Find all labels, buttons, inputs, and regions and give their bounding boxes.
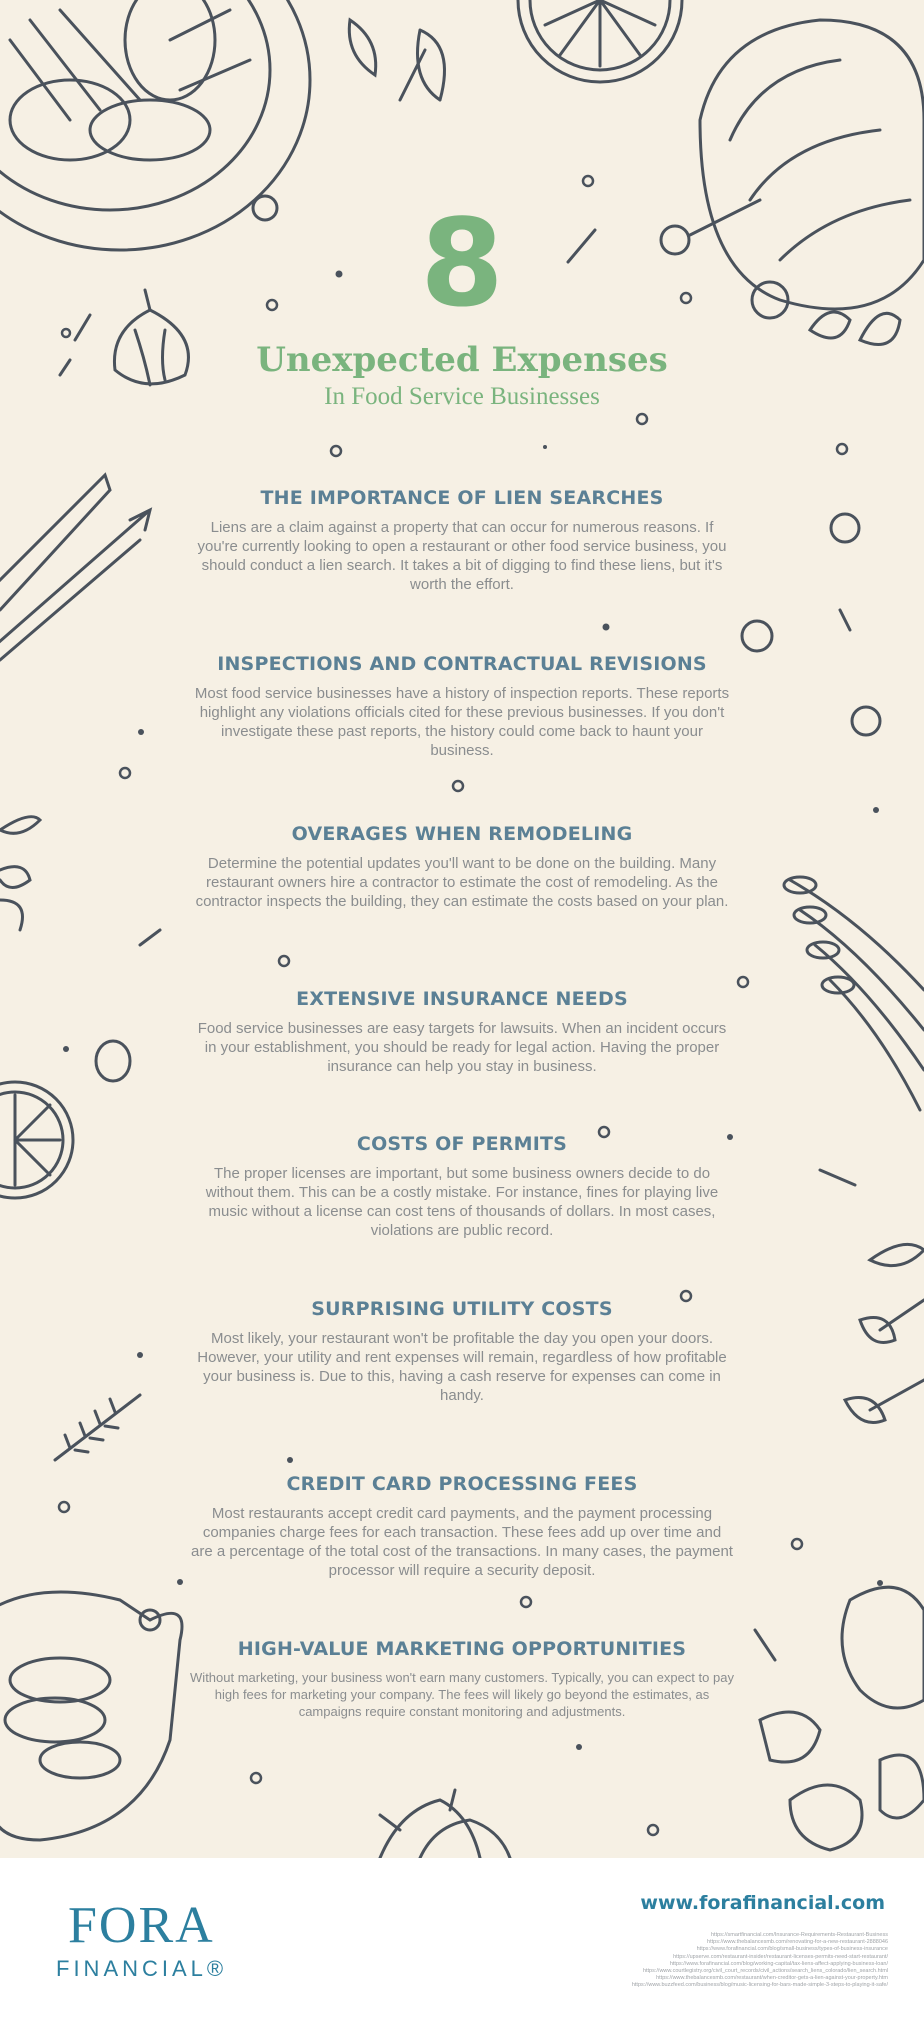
section-heading: EXTENSIVE INSURANCE NEEDS <box>296 988 628 1010</box>
section-heading: COSTS OF PERMITS <box>356 1133 568 1155</box>
section-body: Food service businesses are easy targets for lawsuits. When an incident occurs in your establishment, you should be ready for legal action. Having the proper insurance can help you stay in business. <box>197 1020 727 1075</box>
section-credit-card-fees <box>190 1472 734 1580</box>
section-heading: THE IMPORTANCE OF LIEN SEARCHES <box>260 487 664 509</box>
source-link[interactable]: https://www.thebalancesmb.com/restaurant/when-creditor-gets-a-lien-against-your-property.htm <box>656 1975 888 1982</box>
section-utility-costs <box>190 1297 734 1405</box>
source-link[interactable]: https://www.forafinancial.com/blog/working-capital/tax-liens-affect-applying-business-loan/ <box>669 1960 888 1967</box>
source-link[interactable]: https://www.buzzfeed.com/business/blog/music-licensing-for-bars-made-simple-3-steps-to-playing-it-safe/ <box>631 1982 888 1989</box>
source-link[interactable]: https://smartfinancial.com/Insurance-Requirements-Restaurant-Business <box>711 1932 888 1938</box>
section-body: The proper licenses are important, but some business owners decide to do without them. This can be a costly mistake. For instance, fines for playing live music without a license can cost tens of thousands of dollars. In most cases, violations are public record. <box>205 1165 719 1239</box>
section-heading: CREDIT CARD PROCESSING FEES <box>286 1473 638 1495</box>
rosemary-illustration <box>55 1395 140 1460</box>
leaf-sprig-illustration <box>349 20 444 100</box>
section-inspections <box>190 652 734 760</box>
source-link[interactable]: https://upserve.com/restaurant-insider/restaurant-licenses-permits-need-start-restaurant/ <box>673 1953 888 1960</box>
left-orange-slice-illustration <box>0 1082 73 1198</box>
orange-slice-illustration <box>518 0 682 82</box>
section-heading: HIGH-VALUE MARKETING OPPORTUNITIES <box>237 1638 687 1660</box>
headline-number: 8 <box>420 195 504 334</box>
section-body: Liens are a claim against a property that can occur for numerous reasons. If you're currently looking to open a restaurant or other food service business, you should conduct a lien search. It takes a bit of digging to find these liens, but it's worth the effort. <box>197 519 727 593</box>
section-body: Without marketing, your business won't earn many customers. Typically, you can expect to pay high fees for marketing your company. The fees will likely go beyond the estimates, as campaigns require constant monitoring and adjustments. <box>190 1670 734 1719</box>
source-link[interactable]: https://www.forafinancial.com/blog/small-business/types-of-business-insurance <box>696 1946 888 1953</box>
cutting-board-illustration <box>0 1592 182 1840</box>
section-body: Most likely, your restaurant won't be profitable the day you open your doors. However, your utility and rent expenses will remain, regardless of how profitable your business is. Due to this, having a cash reserve for expenses can come in handy. <box>197 1330 727 1404</box>
section-heading: SURPRISING UTILITY COSTS <box>311 1298 613 1320</box>
source-link[interactable]: https://www.thebalancesmb.com/renovating-for-a-new-restaurant-2888046 <box>707 1939 888 1946</box>
fora-logo-wordmark: FORA <box>68 1897 215 1954</box>
left-leaves-illustration <box>0 817 40 930</box>
right-herbs-illustration <box>845 1244 924 1422</box>
vegetables-illustration <box>760 1587 924 1850</box>
knife-fork-illustration <box>0 475 150 660</box>
section-permits <box>190 1132 734 1240</box>
asparagus-illustration <box>784 877 924 1110</box>
section-remodeling <box>190 822 734 911</box>
source-list <box>488 1932 888 1990</box>
header <box>0 195 924 412</box>
page-title: Unexpected Expenses <box>256 340 668 380</box>
fora-logo-financial: FINANCIAL® <box>56 1956 228 1981</box>
source-link[interactable]: https://www.courtlegistry.org/civil_court_records/civil_actions/search_liens_colorado/lien_search.html <box>642 1968 888 1975</box>
website-url[interactable]: www.forafinancial.com <box>640 1892 885 1914</box>
section-body: Most restaurants accept credit card payments, and the payment processing companies charge fees for each transaction. These fees add up over time and are a percentage of the total cost of the transactions. In many cases, the payment processor will require a security deposit. <box>191 1505 733 1579</box>
bottom-herbs-illustration <box>380 1790 510 1858</box>
section-insurance <box>190 987 734 1076</box>
section-heading: INSPECTIONS AND CONTRACTUAL REVISIONS <box>217 653 707 675</box>
section-marketing <box>190 1637 734 1720</box>
section-heading: OVERAGES WHEN REMODELING <box>291 823 633 845</box>
section-body: Most food service businesses have a history of inspection reports. These reports highlight any violations officials cited for these previous businesses. If you don't investigate these past reports, the history could come back to haunt your business. <box>194 685 730 759</box>
page-subtitle: In Food Service Businesses <box>324 383 600 410</box>
section-body: Determine the potential updates you'll want to be done on the building. Many restaurant owners hire a contractor to estimate the cost of remodeling. As the contractor inspects the building, they can estimate the costs based on your plan. <box>195 855 729 910</box>
section-lien-searches <box>190 486 734 594</box>
